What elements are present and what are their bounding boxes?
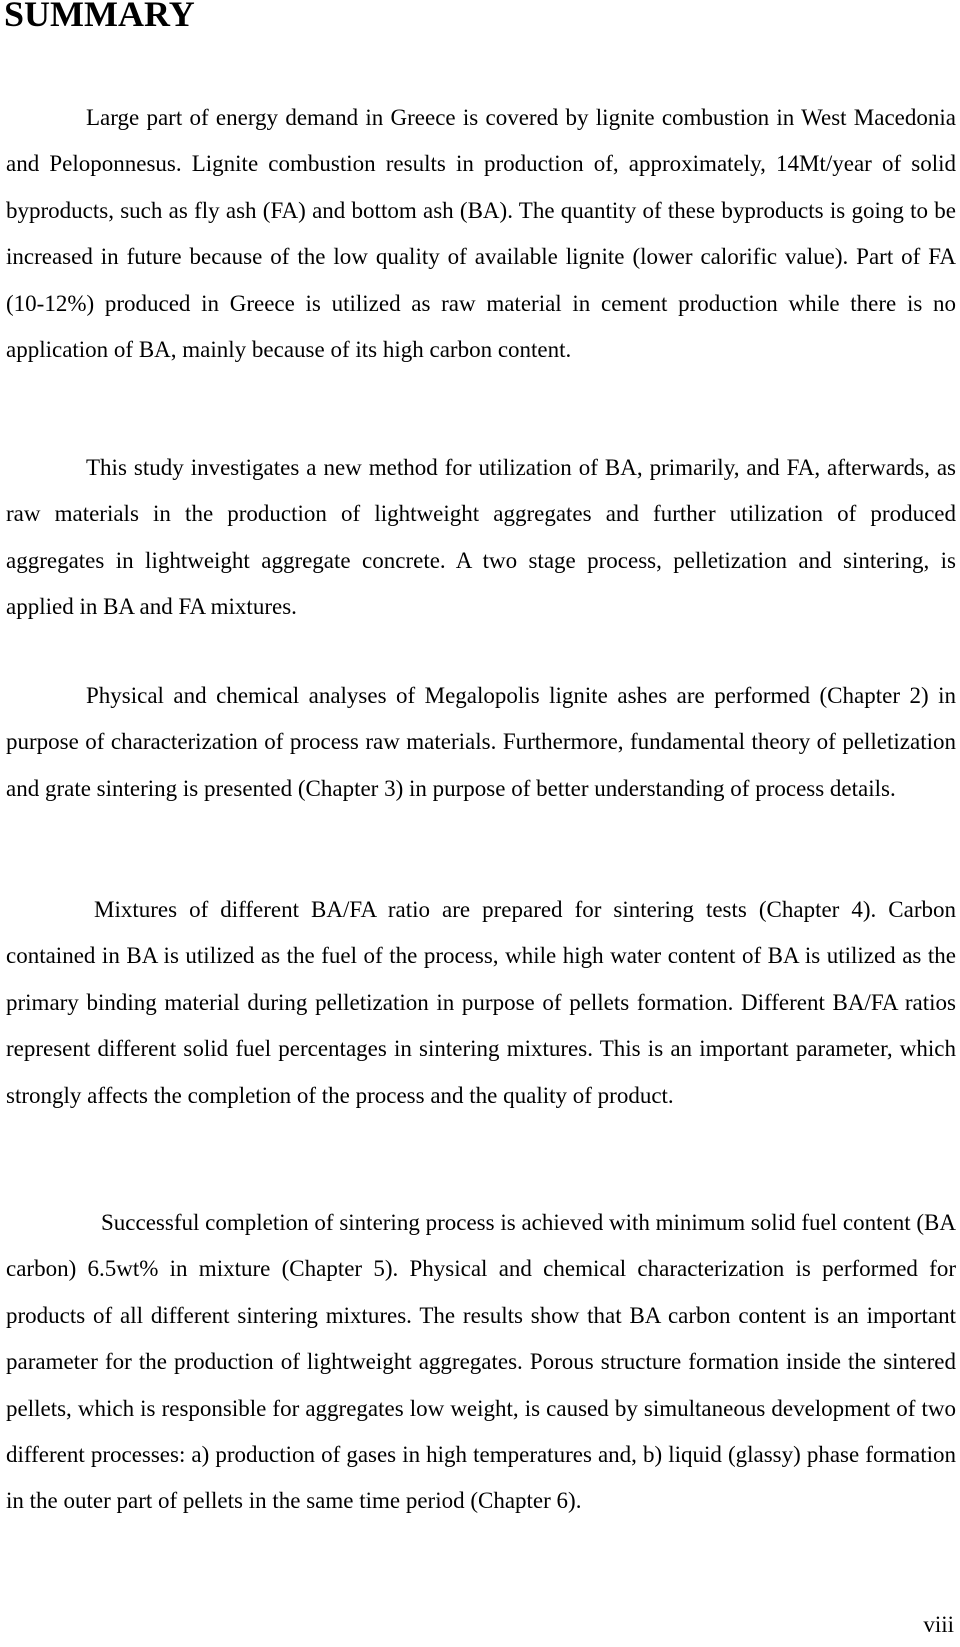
paragraph-study-method: This study investigates a new method for utilization of BA, primarily, and FA, afterwards, as raw materials in the production of lightweight aggregates and further utilization of produced aggregates in lightweight aggregate concrete. A two stage process, pelletization and sintering, is applied in BA and FA mixtures. bbox=[6, 455, 956, 620]
page-number: viii bbox=[923, 1612, 954, 1637]
page-title: SUMMARY bbox=[4, 0, 195, 34]
paragraph-ash-analyses: Physical and chemical analyses of Megalopolis lignite ashes are performed (Chapter 2) in purpose of characterization of process raw materials. Furthermore, fundamental theory of pelletization and grate sintering is presented (Chapter 3) in purpose of better understanding of process details. bbox=[6, 683, 956, 801]
paragraph-sintering-results: Successful completion of sintering process is achieved with minimum solid fuel content (BA carbon) 6.5wt% in mixture (Chapter 5). Physical and chemical characterization is performed for products of all different sintering mixtures. The results show that BA carbon content is an important parameter for the production of lightweight aggregates. Porous structure formation inside the sintered pellets, which is responsible for aggregates low weight, is caused by simultaneous development of two different processes: a) production of gases in high temperatures and, b) liquid (glassy) phase formation in the outer part of pellets in the same time period (Chapter 6). bbox=[6, 1210, 956, 1514]
paragraph-energy-demand: Large part of energy demand in Greece is covered by lignite combustion in West Macedonia and Peloponnesus. Lignite combustion results in production of, approximately, 14Mt/year of solid byproducts, such as fly ash (FA) and bottom ash (BA). The quantity of these byproducts is going to be increased in future because of the low quality of available lignite (lower calorific value). Part of FA (10-12%) produced in Greece is utilized as raw material in cement production while there is no application of BA, mainly because of its high carbon content. bbox=[6, 105, 956, 363]
paragraph-mixtures: Mixtures of different BA/FA ratio are prepared for sintering tests (Chapter 4). Carbon contained in BA is utilized as the fuel of the process, while high water content of BA is utilized as the primary binding material during pelletization in purpose of pellets formation. Different BA/FA ratios represent different solid fuel percentages in sintering mixtures. This is an important parameter, which strongly affects the completion of the process and the quality of product. bbox=[6, 897, 956, 1108]
